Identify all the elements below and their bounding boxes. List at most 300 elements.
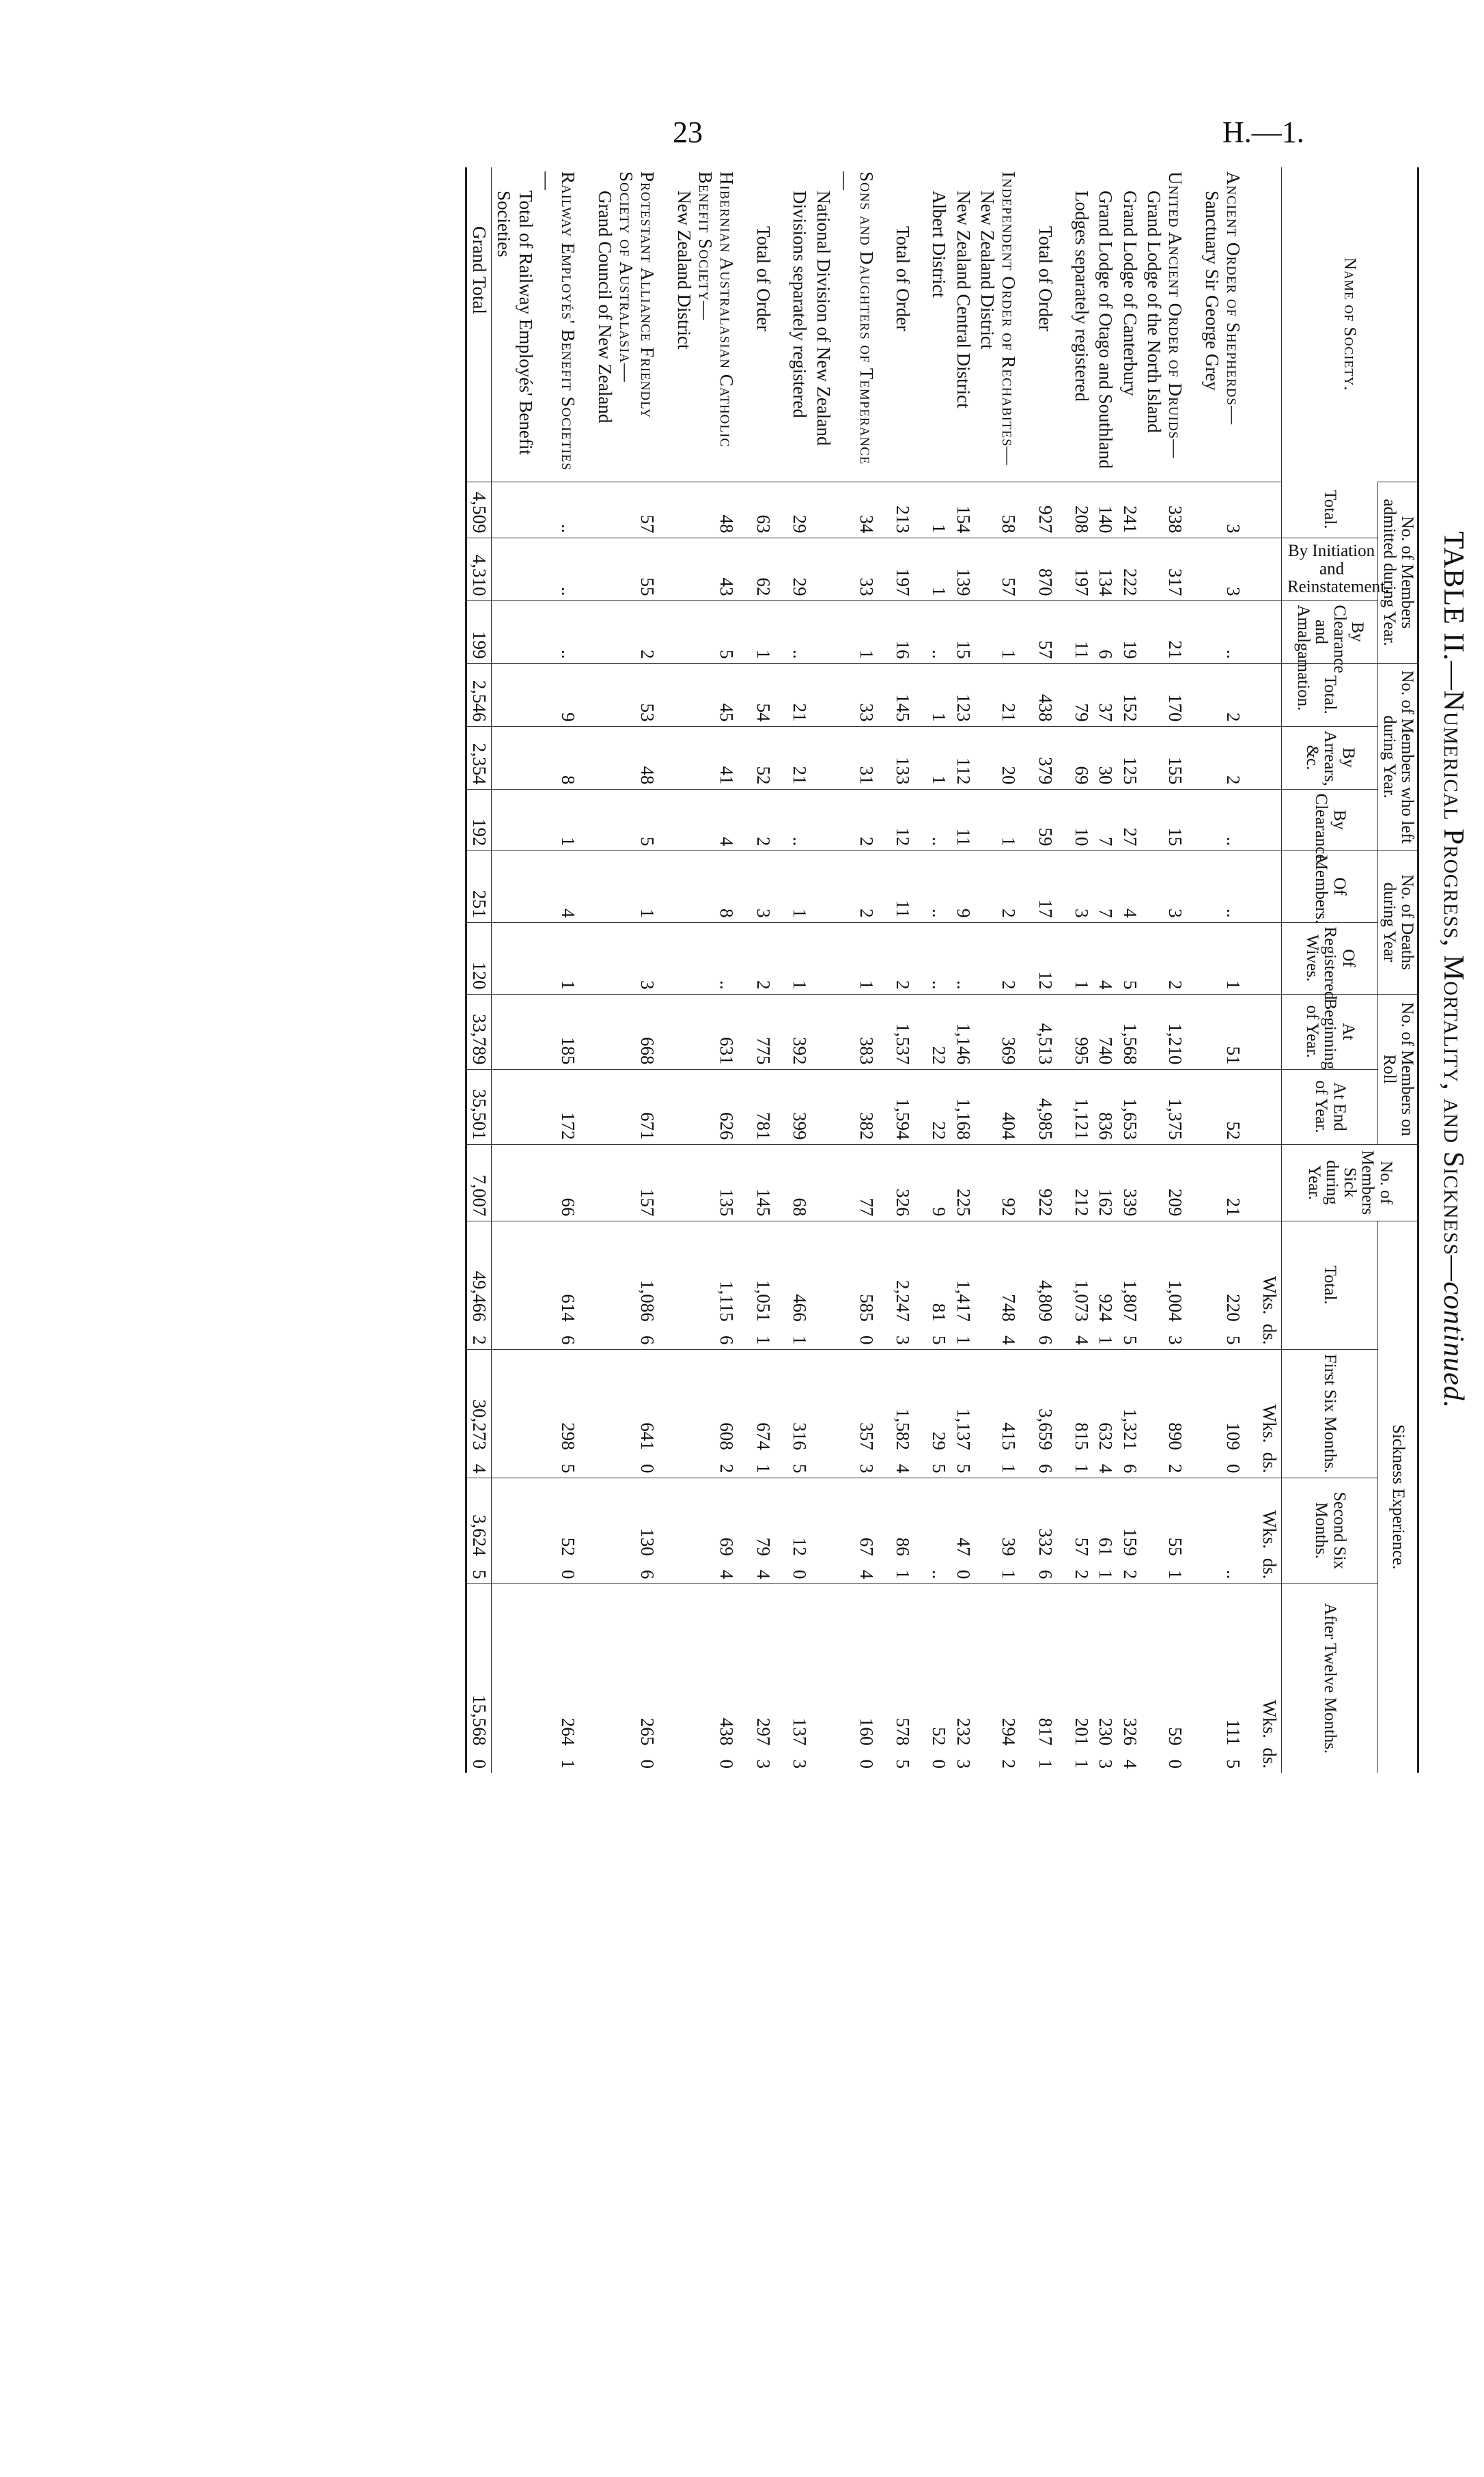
cell-left-clear: .. <box>1199 789 1245 850</box>
cell-adm-clear: 16 <box>891 600 914 663</box>
society-label <box>673 171 737 478</box>
spacer-cell <box>1020 482 1033 538</box>
spacer-cell <box>738 922 751 994</box>
cell-adm-total: 213 <box>891 482 914 538</box>
cell-adm-init: 55 <box>592 538 659 600</box>
cell-sick-total: 1,073 4 <box>1069 1221 1093 1349</box>
cell-adm-init: 1 <box>927 538 951 600</box>
cell-left-total: 79 <box>1069 663 1093 726</box>
spacer-cell <box>1057 789 1069 850</box>
cell-sick-total: 220 5 <box>1199 1221 1245 1349</box>
cell-sick: 145 <box>751 1144 774 1221</box>
cell-roll-end: 399 <box>787 1069 811 1144</box>
spacer-cell <box>914 167 927 482</box>
cell-sick: 225 <box>951 1144 975 1221</box>
spacer-cell <box>1020 538 1033 600</box>
cell-adm-total: 29 <box>787 482 811 538</box>
cell-left-clear: 2 <box>751 789 774 850</box>
cell-sick-first: 29 5 <box>927 1349 951 1478</box>
cell-d-members: 4 <box>492 850 580 922</box>
cell-d-wives: 2 <box>975 922 1021 994</box>
cell-d-members: 251 <box>466 850 491 922</box>
spacer-cell <box>878 482 891 538</box>
spacer-cell <box>1245 1478 1257 1583</box>
spacer-cell <box>580 922 592 994</box>
units-label: Wks. ds. <box>1257 1349 1282 1478</box>
cell-d-wives: .. <box>927 922 951 994</box>
spacer-cell <box>580 482 592 538</box>
header-sick-after-twelve: After Twelve Months. <box>1282 1583 1378 1773</box>
cell-sick-first: 3,659 6 <box>1033 1349 1056 1478</box>
cell-adm-clear: 199 <box>466 600 491 663</box>
cell-d-wives: 120 <box>466 922 491 994</box>
cell-sick: 135 <box>671 1144 738 1221</box>
spacer-cell <box>914 1221 927 1349</box>
cell-roll-begin: 1,210 <box>1142 994 1188 1069</box>
spacer-cell <box>580 600 592 663</box>
spacer-cell <box>738 789 751 850</box>
cell-left-arrears: 21 <box>787 726 811 789</box>
cell-left-clear: 192 <box>466 789 491 850</box>
spacer-cell <box>878 1221 891 1349</box>
section-spacer <box>1187 167 1199 1773</box>
spacer-cell <box>775 600 787 663</box>
table-body <box>466 167 1281 1773</box>
spacer-cell <box>659 167 671 482</box>
branch-name: Grand Lodge of the North Island <box>1144 191 1164 433</box>
cell-sick: 21 <box>1199 1144 1245 1221</box>
grand-total-row <box>466 167 491 1773</box>
spacer-cell <box>580 1583 592 1773</box>
spacer-cell <box>738 1478 751 1583</box>
cell-adm-total: 63 <box>751 482 774 538</box>
page-number: 23 <box>673 115 703 149</box>
cell-adm-clear: .. <box>927 600 951 663</box>
cell-sick-second: 12 0 <box>787 1478 811 1583</box>
total-row <box>751 167 774 1773</box>
table-row <box>1093 167 1117 1773</box>
spacer-cell <box>738 1144 751 1221</box>
cell-sick-second: 130 6 <box>592 1478 659 1583</box>
caption-prefix: TABLE II.— <box>1438 531 1469 691</box>
cell-sick-second: 86 1 <box>891 1478 914 1583</box>
spacer-cell <box>1245 600 1257 663</box>
cell-d-members: 7 <box>1093 850 1117 922</box>
cell-sick-second: 39 1 <box>975 1478 1021 1583</box>
spacer-cell <box>775 1583 787 1773</box>
cell-d-members: 8 <box>671 850 738 922</box>
cell-left-total: 45 <box>671 663 738 726</box>
spacer-cell <box>659 789 671 850</box>
cell-adm-total: 34 <box>811 482 878 538</box>
cell-sick-second: .. <box>1199 1478 1245 1583</box>
spacer-cell <box>1187 538 1199 600</box>
cell-d-members: 1 <box>787 850 811 922</box>
spacer-cell <box>1020 1349 1033 1478</box>
society-name-cell <box>466 167 491 482</box>
cell-roll-end: 172 <box>492 1069 580 1144</box>
spacer-cell <box>775 482 787 538</box>
header-admitted-initiation: By Initiation and Reinstatement. <box>1282 538 1378 600</box>
spacer-cell <box>1245 994 1257 1069</box>
header-deaths: No. of Deaths during Year <box>1378 850 1418 994</box>
spacer-cell <box>738 1583 751 1773</box>
spacer-cell <box>1020 600 1033 663</box>
spacer-cell <box>1245 1144 1257 1221</box>
cell-sick-first: 1,582 4 <box>891 1349 914 1478</box>
cell-left-arrears: 52 <box>751 726 774 789</box>
cell-d-members: 11 <box>891 850 914 922</box>
cell-left-total: 53 <box>592 663 659 726</box>
society-name-cell <box>891 167 914 482</box>
spacer-cell <box>1057 922 1069 994</box>
cell-d-wives: 2 <box>751 922 774 994</box>
total-row <box>891 167 914 1773</box>
spacer-cell <box>1187 922 1199 994</box>
table-row <box>492 167 580 1773</box>
spacer-cell <box>1187 1478 1199 1583</box>
cell-left-arrears: 8 <box>492 726 580 789</box>
spacer-cell <box>659 726 671 789</box>
spacer-cell <box>659 1144 671 1221</box>
spacer-cell <box>580 726 592 789</box>
spacer-cell <box>878 922 891 994</box>
spacer-cell <box>659 850 671 922</box>
order-heading: Independent Order of Rechabites— <box>998 171 1020 466</box>
branch-name: New Zealand District <box>977 191 998 350</box>
cell-sick: 92 <box>975 1144 1021 1221</box>
spacer-cell <box>1057 600 1069 663</box>
cell-sick-after: 52 0 <box>927 1583 951 1773</box>
spacer-cell <box>1187 663 1199 726</box>
cell-roll-begin: 33,789 <box>466 994 491 1069</box>
cell-sick-after: 15,568 0 <box>466 1583 491 1773</box>
cell-left-total: 1 <box>927 663 951 726</box>
cell-sick-first: 109 0 <box>1199 1349 1245 1478</box>
spacer-cell <box>914 538 927 600</box>
order-heading: United Ancient Order of Druids— <box>1165 171 1186 459</box>
branch-name: New Zealand District <box>673 191 695 350</box>
spacer-cell <box>1245 1349 1257 1478</box>
spacer-cell <box>659 994 671 1069</box>
cell-sick-second: 61 1 <box>1093 1478 1117 1583</box>
cell-sick-second: 79 4 <box>751 1478 774 1583</box>
spacer-cell <box>1057 538 1069 600</box>
spacer-cell <box>659 538 671 600</box>
section-spacer <box>1245 167 1257 1773</box>
cell-adm-clear: 5 <box>671 600 738 663</box>
cell-roll-end: 1,121 <box>1069 1069 1093 1144</box>
society-name-cell <box>1093 167 1117 482</box>
spacer-cell <box>1057 167 1069 482</box>
cell-d-wives: 1 <box>492 922 580 994</box>
cell-left-clear: 7 <box>1093 789 1117 850</box>
spacer-cell <box>580 850 592 922</box>
cell-sick-first: 298 5 <box>492 1349 580 1478</box>
cell-sick: 212 <box>1069 1144 1093 1221</box>
spacer-cell <box>1020 663 1033 726</box>
total-of-order-label: Total of Order <box>893 226 914 332</box>
cell-left-clear: 1 <box>492 789 580 850</box>
cell-left-arrears: 20 <box>975 726 1021 789</box>
cell-sick-after: 111 5 <box>1199 1583 1245 1773</box>
cell-left-arrears: 41 <box>671 726 738 789</box>
society-label <box>789 171 810 478</box>
table-row <box>592 167 659 1773</box>
spacer-cell <box>1020 1583 1033 1773</box>
cell-adm-init: 3 <box>1199 538 1245 600</box>
spacer-cell <box>738 1069 751 1144</box>
spacer-cell <box>580 789 592 850</box>
cell-d-members: 3 <box>751 850 774 922</box>
spacer-cell <box>775 1221 787 1349</box>
cell-sick-first: 674 1 <box>751 1349 774 1478</box>
cell-roll-begin: 775 <box>751 994 774 1069</box>
cell-sick-after: 294 2 <box>975 1583 1021 1773</box>
cell-sick: 9 <box>927 1144 951 1221</box>
society-label <box>953 171 974 478</box>
cell-adm-total: 208 <box>1069 482 1093 538</box>
total-of-order-label: Total of Order <box>1035 226 1056 332</box>
cell-adm-init: 62 <box>751 538 774 600</box>
cell-sick: 339 <box>1117 1144 1141 1221</box>
society-label <box>1095 171 1116 478</box>
cell-adm-total: 48 <box>671 482 738 538</box>
cell-sick: 209 <box>1142 1144 1188 1221</box>
spacer-cell <box>1245 1583 1257 1773</box>
cell-roll-end: 382 <box>811 1069 878 1144</box>
section-spacer <box>738 167 751 1773</box>
cell-left-clear: .. <box>927 789 951 850</box>
branch-name: Albert District <box>929 191 950 298</box>
spacer-cell <box>738 1349 751 1478</box>
cell-sick: 66 <box>492 1144 580 1221</box>
cell-d-members: 3 <box>1142 850 1188 922</box>
order-heading: Protestant Alliance Friendly Society of Australasia— <box>616 171 658 419</box>
cell-left-arrears: 2 <box>1199 726 1245 789</box>
spacer-cell <box>580 167 592 482</box>
cell-d-members: 2 <box>975 850 1021 922</box>
branch-name: Sanctuary Sir George Grey <box>1201 191 1222 391</box>
cell-sick-first: 890 2 <box>1142 1349 1188 1478</box>
spacer-cell <box>775 663 787 726</box>
cell-adm-clear: 1 <box>751 600 774 663</box>
society-name-cell <box>975 167 1021 482</box>
spacer-cell <box>580 1069 592 1144</box>
cell-adm-clear: 2 <box>592 600 659 663</box>
cell-sick-second: 52 0 <box>492 1478 580 1583</box>
cell-left-total: 2 <box>1199 663 1245 726</box>
units-spacer <box>1257 922 1282 994</box>
spacer-cell <box>738 726 751 789</box>
header-left: No. of Members who left during Year. <box>1378 663 1418 850</box>
units-spacer <box>1257 1144 1282 1221</box>
table-row <box>671 167 738 1773</box>
cell-roll-end: 404 <box>975 1069 1021 1144</box>
spacer-cell <box>1187 850 1199 922</box>
spacer-cell <box>1057 726 1069 789</box>
cell-d-wives: .. <box>671 922 738 994</box>
spacer-cell <box>1020 850 1033 922</box>
cell-sick-total: 1,807 5 <box>1117 1221 1141 1349</box>
units-row <box>1257 167 1282 1773</box>
cell-left-total: 21 <box>787 663 811 726</box>
cell-d-wives: 1 <box>787 922 811 994</box>
spacer-cell <box>1245 789 1257 850</box>
cell-sick-total: 924 1 <box>1093 1221 1117 1349</box>
spacer-cell <box>914 1478 927 1583</box>
spacer-cell <box>659 922 671 994</box>
units-spacer <box>1257 850 1282 922</box>
spacer-cell <box>738 850 751 922</box>
units-spacer <box>1257 994 1282 1069</box>
cell-d-members: 3 <box>1069 850 1093 922</box>
units-spacer <box>1257 789 1282 850</box>
cell-left-arrears: 112 <box>951 726 975 789</box>
header-sick-first-six: First Six Months. <box>1282 1349 1378 1478</box>
cell-left-clear: 11 <box>951 789 975 850</box>
cell-adm-total: 58 <box>975 482 1021 538</box>
cell-sick-total: 4,809 6 <box>1033 1221 1056 1349</box>
spacer-cell <box>1245 482 1257 538</box>
units-spacer <box>1257 1069 1282 1144</box>
spacer-cell <box>580 1349 592 1478</box>
cell-left-arrears: 31 <box>811 726 878 789</box>
spacer-cell <box>580 538 592 600</box>
cell-adm-init: .. <box>492 538 580 600</box>
cell-adm-init: 134 <box>1093 538 1117 600</box>
spacer-cell <box>1245 538 1257 600</box>
spacer-cell <box>878 726 891 789</box>
cell-adm-init: 317 <box>1142 538 1188 600</box>
cell-adm-init: 197 <box>1069 538 1093 600</box>
cell-adm-total: .. <box>492 482 580 538</box>
cell-sick: 157 <box>592 1144 659 1221</box>
society-name-cell <box>1069 167 1093 482</box>
cell-left-total: 37 <box>1093 663 1117 726</box>
cell-adm-init: 29 <box>787 538 811 600</box>
cell-sick-after: 59 0 <box>1142 1583 1188 1773</box>
cell-roll-begin: 369 <box>975 994 1021 1069</box>
header-deaths-wives: Of Registered Wives. <box>1282 922 1378 994</box>
branch-name: New Zealand Central District <box>953 191 974 409</box>
spacer-cell <box>775 994 787 1069</box>
cell-left-total: 123 <box>951 663 975 726</box>
society-label <box>813 171 877 478</box>
cell-left-clear: 5 <box>592 789 659 850</box>
table-row <box>1069 167 1093 1773</box>
cell-left-clear: 59 <box>1033 789 1056 850</box>
cell-adm-clear: 15 <box>951 600 975 663</box>
caption-title: Numerical Progress, Mortality, and Sickness <box>1438 690 1469 1256</box>
cell-left-clear: 12 <box>891 789 914 850</box>
cell-left-arrears: 133 <box>891 726 914 789</box>
society-name-cell <box>592 167 659 482</box>
cell-sick-first: 608 2 <box>671 1349 738 1478</box>
parliamentary-paper-reference: H.—1. <box>1222 115 1304 149</box>
societies-table <box>465 167 1419 1773</box>
header-roll-begin: At Beginning of Year. <box>1282 994 1378 1069</box>
society-label <box>1119 171 1140 478</box>
header-admitted-total: Total. <box>1282 482 1378 538</box>
cell-left-clear: 1 <box>975 789 1021 850</box>
cell-roll-begin: 185 <box>492 994 580 1069</box>
cell-adm-clear: .. <box>1199 600 1245 663</box>
cell-left-total: 152 <box>1117 663 1141 726</box>
cell-adm-total: 338 <box>1142 482 1188 538</box>
cell-d-members: 4 <box>1117 850 1141 922</box>
units-label: Wks. ds. <box>1257 1478 1282 1583</box>
spacer-cell <box>1020 789 1033 850</box>
cell-roll-begin: 995 <box>1069 994 1093 1069</box>
cell-sick: 77 <box>811 1144 878 1221</box>
cell-roll-end: 626 <box>671 1069 738 1144</box>
cell-sick-total: 748 4 <box>975 1221 1021 1349</box>
cell-sick-after: 297 3 <box>751 1583 774 1773</box>
cell-sick-total: 1,004 3 <box>1142 1221 1188 1349</box>
cell-d-members: .. <box>1199 850 1245 922</box>
branch-name: Grand Lodge of Canterbury <box>1119 191 1140 396</box>
society-label <box>928 171 949 478</box>
table-caption <box>1429 167 1470 1773</box>
spacer-cell <box>1020 1069 1033 1144</box>
spacer-cell <box>659 482 671 538</box>
table-row <box>975 167 1021 1773</box>
table-row <box>811 167 878 1773</box>
cell-adm-init: 222 <box>1117 538 1141 600</box>
cell-sick-after: 201 1 <box>1069 1583 1093 1773</box>
cell-roll-begin: 4,513 <box>1033 994 1056 1069</box>
society-name-cell <box>751 167 774 482</box>
spacer-cell <box>1057 1221 1069 1349</box>
header-admitted: No. of Members admitted during Year. <box>1378 482 1418 663</box>
cell-left-arrears: 48 <box>592 726 659 789</box>
cell-adm-init: 43 <box>671 538 738 600</box>
cell-sick-first: 30,273 4 <box>466 1349 491 1478</box>
cell-d-members: 9 <box>951 850 975 922</box>
society-label <box>493 171 578 478</box>
cell-sick-first: 632 4 <box>1093 1349 1117 1478</box>
cell-roll-begin: 1,537 <box>891 994 914 1069</box>
spacer-cell <box>775 1144 787 1221</box>
cell-left-arrears: 379 <box>1033 726 1056 789</box>
table-row <box>787 167 811 1773</box>
header-left-clearance: By Clearance. <box>1282 789 1378 850</box>
spacer-cell <box>1245 167 1257 482</box>
section-spacer <box>1020 167 1033 1773</box>
cell-sick-first: 641 0 <box>592 1349 659 1478</box>
spacer-cell <box>738 994 751 1069</box>
spacer-cell <box>1020 726 1033 789</box>
cell-left-total: 9 <box>492 663 580 726</box>
branch-name: Grand Council of New Zealand <box>594 191 615 424</box>
spacer-cell <box>580 994 592 1069</box>
cell-adm-total: 4,509 <box>466 482 491 538</box>
cell-d-members: 17 <box>1033 850 1056 922</box>
spacer-cell <box>1057 482 1069 538</box>
cell-adm-init: 33 <box>811 538 878 600</box>
spacer-cell <box>878 1144 891 1221</box>
table-row <box>927 167 951 1773</box>
spacer-cell <box>914 663 927 726</box>
cell-left-total: 170 <box>1142 663 1188 726</box>
header-admitted-clearance: By Clearance and Amalgamation. <box>1282 600 1378 663</box>
cell-sick-second: 55 1 <box>1142 1478 1188 1583</box>
spacer-cell <box>1187 1069 1199 1144</box>
spacer-cell <box>1057 994 1069 1069</box>
spacer-cell <box>914 1583 927 1773</box>
cell-d-wives: 12 <box>1033 922 1056 994</box>
